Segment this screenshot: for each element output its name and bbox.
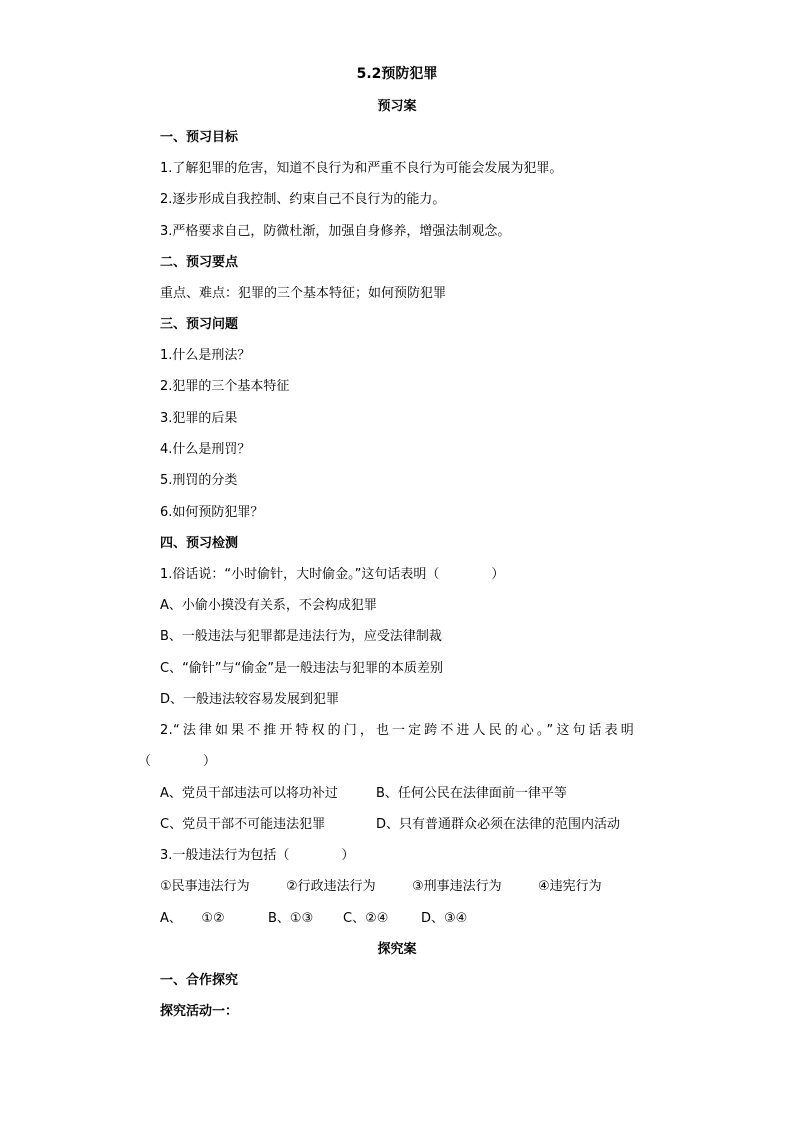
goal-item-2: 2.逐步形成自我控制、约束自己不良行为的能力。	[160, 192, 446, 207]
preview-heading: 预习案	[377, 99, 417, 114]
test-3-item-3: ③刑事违法行为	[412, 879, 502, 894]
explore-heading: 探究案	[377, 942, 417, 957]
goal-item-1: 1.了解犯罪的危害，知道不良行为和严重不良行为可能会发展为犯罪。	[160, 161, 563, 176]
test-2-option-c: C、党员干部不可能违法犯罪	[160, 817, 326, 832]
section-heading-questions: 三、预习问题	[160, 317, 239, 332]
section-heading-cooperation: 一、合作探究	[160, 973, 239, 988]
activity-1-label: 探究活动一：	[160, 1004, 239, 1019]
section-heading-test: 四、预习检测	[160, 536, 239, 551]
key-points-text: 重点、难点：犯罪的三个基本特征；如何预防犯罪	[160, 286, 447, 301]
test-3-item-1: ①民事违法行为	[160, 879, 250, 894]
section-heading-goals: 一、预习目标	[160, 130, 239, 145]
test-3-option-b: B、①③	[268, 911, 314, 926]
test-3-option-c: C、②④	[343, 911, 389, 926]
question-item-2: 2.犯罪的三个基本特征	[160, 379, 290, 394]
test-2-stem: 2.“法律如果不推开特权的门，也一定跨不进人民的心。”这句话表明	[160, 723, 634, 738]
goal-item-3: 3.严格要求自己，防微杜渐，加强自身修养，增强法制观念。	[160, 224, 511, 239]
test-1-option-d: D、一般违法较容易发展到犯罪	[160, 692, 340, 707]
question-item-4: 4.什么是刑罚？	[160, 442, 251, 457]
test-3-option-d: D、③④	[421, 911, 468, 926]
test-3-option-a: A、 ①②	[160, 911, 225, 926]
test-3-item-4: ④违宪行为	[538, 879, 602, 894]
test-1-option-c: C、“偷针”与“偷金”是一般违法与犯罪的本质差别	[160, 661, 444, 676]
test-3-stem: 3.一般违法行为包括（ ）	[160, 848, 355, 863]
test-2-option-d: D、只有普通群众必须在法律的范围内活动	[376, 817, 621, 832]
question-item-3: 3.犯罪的后果	[160, 411, 238, 426]
test-1-option-a: A、小偷小摸没有关系，不会构成犯罪	[160, 598, 377, 613]
section-heading-key-points: 二、预习要点	[160, 255, 239, 270]
test-1-stem: 1.俗话说：“小时偷针，大时偷金。”这句话表明（ ）	[160, 567, 505, 582]
question-item-6: 6.如何预防犯罪？	[160, 505, 264, 520]
test-2-answer-paren: （ ）	[138, 754, 217, 769]
test-2-option-a: A、党员干部违法可以将功补过	[160, 786, 338, 801]
doc-title: 5.2预防犯罪	[356, 66, 438, 82]
test-2-option-b: B、任何公民在法律面前一律平等	[376, 786, 567, 801]
test-1-option-b: B、一般违法与犯罪都是违法行为，应受法律制裁	[160, 629, 442, 644]
test-3-item-2: ②行政违法行为	[286, 879, 376, 894]
question-item-1: 1.什么是刑法？	[160, 348, 251, 363]
question-item-5: 5.刑罚的分类	[160, 473, 238, 488]
